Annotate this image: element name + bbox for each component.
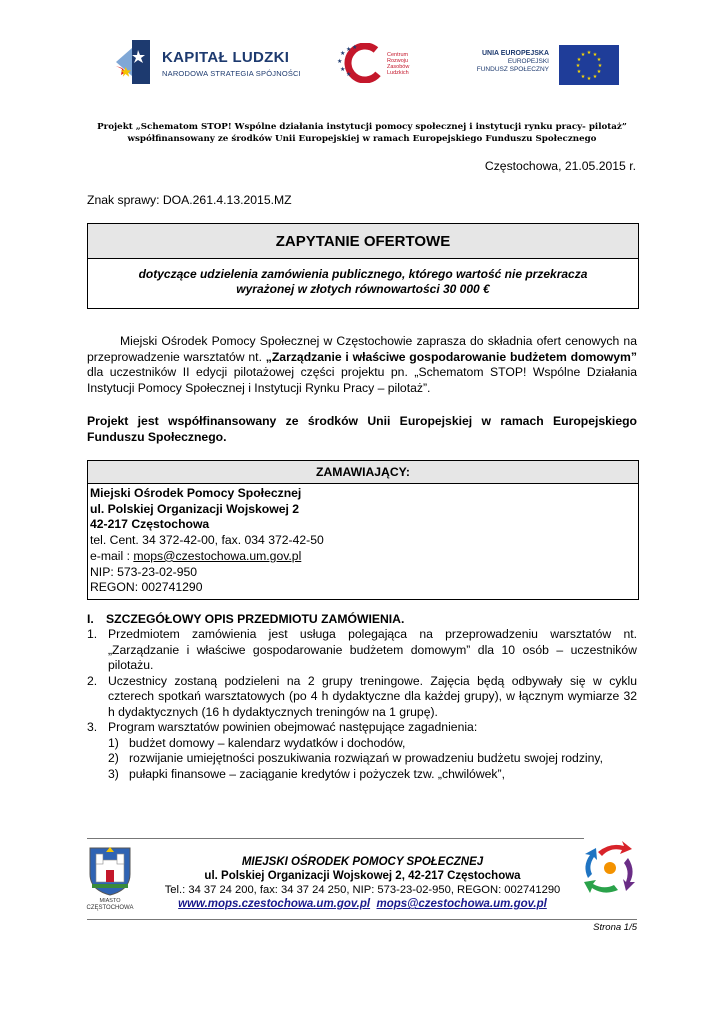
- case-number: Znak sprawy: DOA.261.4.13.2015.MZ: [87, 193, 292, 207]
- ordering-party-details: [88, 484, 638, 596]
- list-item-number: 3.: [87, 720, 98, 734]
- svg-text:★: ★: [586, 76, 592, 82]
- ordering-name: Miejski Ośrodek Pomocy Społecznej: [90, 486, 302, 500]
- ordering-regon: REGON: 002741290: [90, 580, 203, 595]
- ordering-email-label: e-mail :: [90, 548, 134, 563]
- crzl-line-4: Ludzkich: [387, 70, 409, 76]
- project-line-2: współfinansowany ze środków Unii Europejskiej w ramach Europejskiego Funduszu Społecznego: [127, 134, 597, 144]
- ordering-city: 42-217 Częstochowa: [90, 517, 210, 532]
- city-crest-icon: [88, 846, 132, 896]
- eu-text: [459, 50, 549, 74]
- sub-list-item: [108, 736, 637, 752]
- footer-www-link[interactable]: www.mops.czestochowa.um.gov.pl: [178, 898, 371, 910]
- sub-list-item-number: 1): [108, 735, 119, 750]
- footer-bottom-rule: [87, 919, 637, 920]
- crzl-line-1: Centrum: [387, 52, 409, 58]
- svg-text:★: ★: [340, 50, 346, 57]
- kapital-ludzki-emblem-icon: [112, 38, 156, 86]
- list-item: [87, 720, 637, 736]
- svg-text:★: ★: [596, 57, 602, 63]
- project-title: [70, 121, 654, 145]
- sub-list-item-number: 2): [108, 751, 119, 765]
- intro-part-1: Miejski Ośrodek Pomocy Społecznej w Częstochowie zaprasza do składnia ofert cenowych na przeprowadzenie warsztatów nt.: [87, 334, 637, 364]
- list-item-number: 1.: [87, 627, 98, 641]
- list-item-number: 2.: [87, 673, 98, 688]
- svg-text:★: ★: [352, 44, 358, 51]
- project-line-1: Projekt „Schematom STOP! Wspólne działania instytucji pomocy społecznej i instytucji rynku pracy- pilotaż”: [97, 122, 627, 132]
- svg-text:★: ★: [337, 58, 343, 65]
- list-item-text: Przedmiotem zamówienia jest usługa polegająca na przeprowadzeniu warsztatów nt. „Zarządzanie i właściwe gospodarowanie budżetem domowym” dla 10 osób – uczestników pilotażu.: [108, 627, 637, 672]
- sub-list-item-text: rozwijanie umiejętności poszukiwania rozwiązań w prowadzeniu budżetu swojej rodziny,: [129, 751, 603, 765]
- sub-list-item-text: budżet domowy – kalendarz wydatków i dochodów,: [129, 735, 406, 750]
- kapital-ludzki-subtitle: NARODOWA STRATEGIA SPÓJNOŚCI: [162, 69, 301, 78]
- sub-list-item: [108, 751, 637, 767]
- list-item-text: Uczestnicy zostaną podzieleni na 2 grupy treningowe. Zajęcia będą odbywały się w cyklu czterech spotkań warsztatowych (po 4 h dydaktyczne dla każdej grupy), w łącznym wymiarze 32 h dydaktycznych (16 h dydaktycznych treningów na 1 grupę).: [108, 673, 637, 719]
- eu-flag-icon: [559, 45, 619, 85]
- svg-text:★: ★: [592, 74, 598, 80]
- crzl-emblem-icon: [337, 43, 387, 83]
- kapital-ludzki-logo: [112, 38, 302, 86]
- footer-email-link[interactable]: mops@czestochowa.um.gov.pl: [376, 898, 547, 910]
- eu-logo: [465, 45, 625, 85]
- ordering-nip: NIP: 573-23-02-950: [90, 564, 198, 579]
- footer-top-rule: [87, 838, 584, 839]
- sub-list: [87, 736, 637, 783]
- svg-text:★: ★: [586, 50, 592, 56]
- eu-line-3: FUNDUSZ SPOŁECZNY: [476, 66, 549, 73]
- section-1-number: I.: [87, 612, 94, 626]
- footer-org: MIEJSKI OŚRODEK POMOCY SPOŁECZNEJ: [241, 856, 484, 868]
- svg-text:★: ★: [575, 63, 581, 69]
- ordering-email-link[interactable]: mops@czestochowa.um.gov.pl: [133, 548, 302, 563]
- subtitle-line-1: dotyczące udzielenia zamówienia publicznego, którego wartość nie przekracza: [138, 267, 588, 281]
- crest-label-1: MIASTO: [99, 898, 121, 904]
- sub-list-item-number: 3): [108, 766, 119, 781]
- mops-logo-icon: [580, 838, 640, 900]
- footer-text: [135, 855, 590, 911]
- title-box: [87, 223, 639, 309]
- crzl-line-3: Zasobów: [387, 64, 410, 70]
- page-title: ZAPYTANIE OFERTOWE: [275, 232, 451, 250]
- ordering-party-title: ZAMAWIAJĄCY:: [316, 465, 410, 479]
- svg-text:★: ★: [346, 46, 352, 53]
- document-date: Częstochowa, 21.05.2015 r.: [484, 159, 636, 173]
- kapital-ludzki-title: KAPITAŁ LUDZKI: [162, 49, 290, 66]
- section-1-title: SZCZEGÓŁOWY OPIS PRZEDMIOTU ZAMÓWIENIA.: [106, 612, 405, 626]
- sub-list-item: [108, 767, 637, 783]
- ordering-party-box: [87, 460, 639, 600]
- list-item: [87, 674, 637, 721]
- list-item-text: Program warsztatów powinien obejmować następujące zagadnienia:: [108, 720, 478, 734]
- svg-text:★: ★: [576, 57, 582, 63]
- crzl-text: [387, 52, 409, 76]
- ordering-party-header: [88, 461, 638, 484]
- intro-part-2: dla uczestników II edycji pilotażowej części projektu pn. „Schematom STOP! Wspólne Działania Instytucji Pomocy Społecznej i Instytucji Rynku Pracy – pilotaż”.: [87, 365, 637, 395]
- svg-text:★: ★: [580, 52, 586, 58]
- ordering-phone: tel. Cent. 34 372-42-00, fax. 034 372-42-50: [90, 533, 324, 548]
- intro-workshop-title: „Zarządzanie i właściwe gospodarowanie budżetem domowym”: [265, 349, 637, 364]
- section-1-list: [87, 627, 637, 782]
- section-1-heading: [87, 612, 404, 628]
- eu-line-2: EUROPEJSKI: [507, 58, 549, 65]
- crzl-line-2: Rozwoju: [387, 58, 409, 64]
- svg-text:★: ★: [576, 69, 582, 75]
- ordering-street: ul. Polskiej Organizacji Wojskowej 2: [90, 501, 300, 516]
- crzl-logo: [337, 43, 427, 83]
- svg-text:★: ★: [597, 63, 603, 69]
- footer-address: ul. Polskiej Organizacji Wojskowej 2, 42-217 Częstochowa: [204, 870, 521, 882]
- crest-label-2: CZĘSTOCHOWA: [86, 905, 134, 911]
- footer-links: [135, 897, 590, 911]
- svg-text:★: ★: [592, 52, 598, 58]
- title-box-header: [88, 224, 638, 259]
- eu-title: UNIA EUROPEJSKA: [481, 50, 549, 57]
- svg-text:★: ★: [580, 74, 586, 80]
- svg-text:★: ★: [340, 66, 346, 73]
- svg-text:★: ★: [346, 71, 352, 78]
- ordering-email-row: [90, 549, 638, 565]
- footer-contacts: Tel.: 34 37 24 200, fax: 34 37 24 250, NIP: 573-23-02-950, REGON: 002741290: [164, 884, 561, 896]
- intro-paragraph: [87, 334, 637, 396]
- subtitle-line-2: wyrażonej w złotych równowartości 30 000 €: [236, 282, 490, 296]
- cofinance-note: Projekt jest współfinansowany ze środków Unii Europejskiej w ramach Europejskiego Funduszu Społecznego.: [87, 414, 637, 444]
- title-box-subtitle: [88, 259, 638, 297]
- svg-text:★: ★: [596, 69, 602, 75]
- list-item: [87, 627, 637, 674]
- city-crest: [84, 846, 136, 920]
- sub-list-item-text: pułapki finansowe – zaciąganie kredytów i pożyczek tzw. „chwilówek”,: [129, 766, 505, 781]
- page-number: Strona 1/5: [593, 922, 637, 933]
